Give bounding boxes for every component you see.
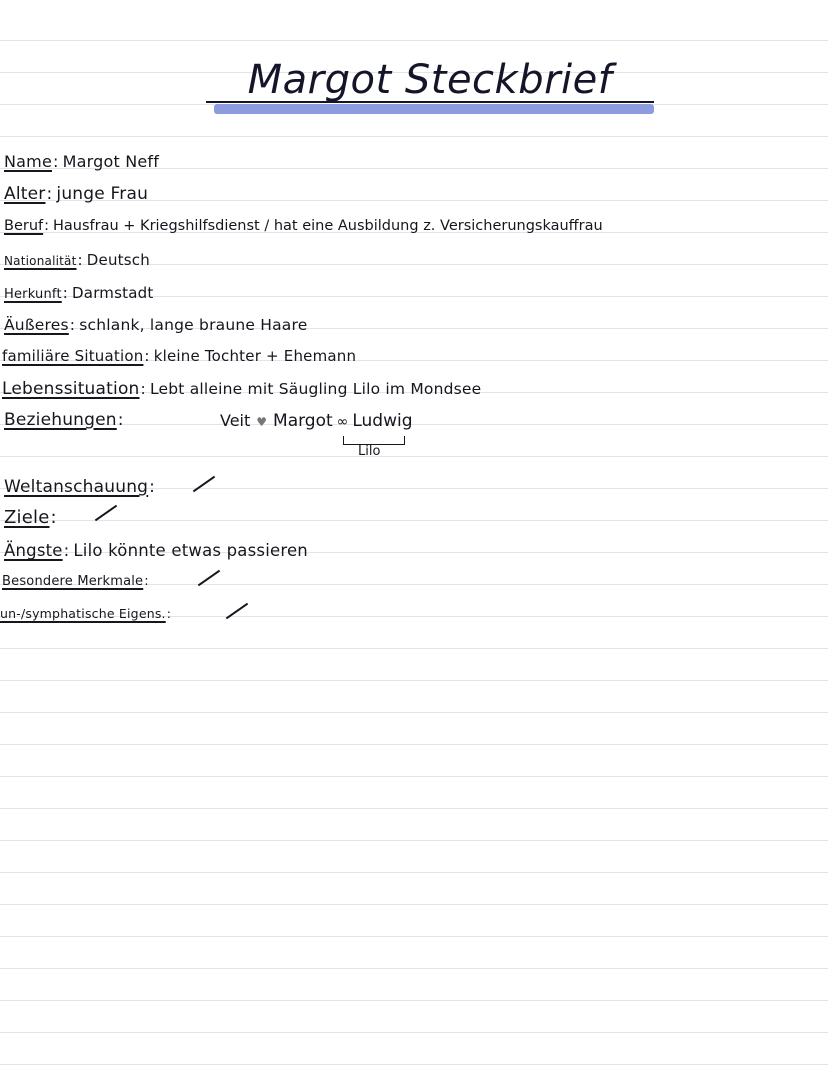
separator: : xyxy=(140,380,146,398)
relations-diagram xyxy=(220,409,413,434)
field-key: Lebenssituation xyxy=(2,379,140,399)
page-title: Margot Steckbrief xyxy=(247,57,613,103)
field-name xyxy=(4,150,159,174)
field-appearance xyxy=(4,313,307,337)
field-key: Ziele xyxy=(4,507,50,528)
field-nationality xyxy=(4,248,150,273)
field-relations xyxy=(4,408,128,432)
separator: : xyxy=(44,218,50,234)
field-key: Beziehungen xyxy=(4,410,117,430)
field-key: familiäre Situation xyxy=(2,347,144,365)
field-key: un-/symphatische Eigens. xyxy=(0,606,166,621)
field-age xyxy=(4,182,148,206)
field-key: Herkunft xyxy=(4,287,62,302)
separator: : xyxy=(63,541,70,560)
empty-slash-icon xyxy=(226,603,248,620)
heart-icon: ♥ xyxy=(256,415,268,429)
field-features xyxy=(2,570,153,594)
field-value: schlank, lange braune Haare xyxy=(79,316,308,334)
field-key: Beruf xyxy=(4,218,44,234)
relation-ludwig: Ludwig xyxy=(352,411,413,431)
separator: : xyxy=(144,574,149,589)
field-key: Weltanschauung xyxy=(4,477,149,497)
separator: : xyxy=(62,284,69,302)
separator: : xyxy=(69,316,76,334)
separator: : xyxy=(144,347,150,365)
field-job xyxy=(4,214,603,238)
field-value: Deutsch xyxy=(86,251,150,269)
field-key: Name xyxy=(4,152,53,171)
field-value: junge Frau xyxy=(56,184,149,204)
field-key: Alter xyxy=(4,184,46,204)
separator: : xyxy=(149,477,156,497)
field-key: Ängste xyxy=(4,541,63,560)
married-icon: ∞ xyxy=(336,414,349,430)
field-key: Äußeres xyxy=(4,316,69,334)
field-value: kleine Tochter + Ehemann xyxy=(153,347,357,365)
relation-veit: Veit xyxy=(220,411,251,430)
separator: : xyxy=(53,152,59,171)
separator: : xyxy=(77,251,83,269)
field-key: Nationalität xyxy=(4,254,77,268)
separator: : xyxy=(46,184,53,204)
field-traits xyxy=(0,602,175,626)
separator: : xyxy=(166,606,172,621)
separator: : xyxy=(117,410,124,430)
separator: : xyxy=(50,507,57,528)
relation-child: Lilo xyxy=(358,444,381,459)
empty-slash-icon xyxy=(95,505,117,522)
relation-margot: Margot xyxy=(273,411,333,431)
field-value: Lilo könnte etwas passieren xyxy=(73,541,308,560)
field-value: Margot Neff xyxy=(62,152,160,171)
field-fears xyxy=(4,539,308,563)
field-value: Darmstadt xyxy=(72,284,154,302)
field-value: Hausfrau + Kriegshilfsdienst / hat eine Ausbildung z. Versicherungskauffrau xyxy=(53,218,603,234)
field-key: Besondere Merkmale xyxy=(2,574,144,589)
field-origin xyxy=(4,281,153,307)
field-worldview xyxy=(4,475,159,499)
field-living xyxy=(2,377,481,401)
empty-slash-icon xyxy=(193,476,215,493)
field-goals xyxy=(4,506,61,530)
field-family xyxy=(2,344,356,368)
empty-slash-icon xyxy=(198,570,220,587)
field-value: Lebt alleine mit Säugling Lilo im Mondsee xyxy=(149,380,482,398)
